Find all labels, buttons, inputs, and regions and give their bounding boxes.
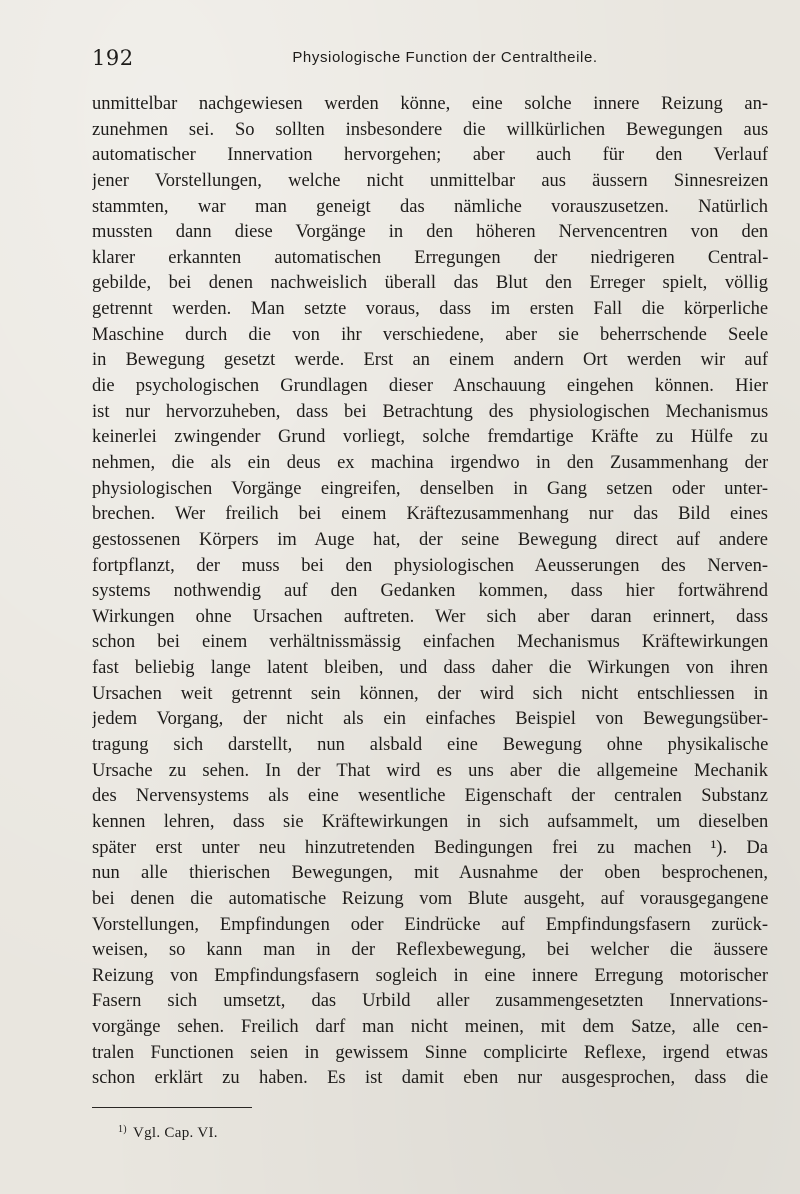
text-line: fast beliebig lange latent bleiben, und dass daher die Wirkungen von ihren [92, 658, 768, 679]
text-line: die psychologischen Grundlagen dieser Anschauung eingehen können. Hier [92, 376, 768, 397]
text-line: mussten dann diese Vorgänge in den höheren Nervencentren von den [92, 222, 768, 243]
text-line: Ursache zu sehen. In der That wird es uns aber die allgemeine Mechanik [92, 760, 768, 781]
text-line: zunehmen sei. So sollten insbesondere die willkürlichen Bewegungen aus [92, 119, 768, 140]
text-line: klarer erkannten automatischen Erregungen der niedrigeren Central- [92, 247, 768, 268]
text-line: physiologischen Vorgänge eingreifen, denselben in Gang setzen oder unter- [92, 478, 768, 499]
text-line: getrennt werden. Man setzte voraus, dass im ersten Fall die körperliche [92, 299, 768, 320]
text-line: nun alle thierischen Bewegungen, mit Ausnahme der oben besprochenen, [92, 863, 768, 884]
text-line: tralen Functionen seien in gewissem Sinne complicirte Reflexe, irgend etwas [92, 1042, 768, 1063]
footnote-text: Vgl. Cap. VI. [132, 1125, 218, 1141]
text-line: jedem Vorgang, der nicht als ein einfaches Beispiel von Bewegungsüber- [92, 709, 768, 730]
text-line: Maschine durch die von ihr verschiedene, aber sie beherrschende Seele [92, 324, 768, 345]
text-line: Reizung von Empfindungsfasern sogleich in eine innere Erregung motorischer [92, 965, 768, 986]
text-line: später erst unter neu hinzutretenden Bedingungen frei zu machen ¹). Da [92, 837, 768, 858]
text-line: gebilde, bei denen nachweislich überall das Blut den Erreger spielt, völlig [92, 273, 768, 294]
text-line: Fasern sich umsetzt, das Urbild aller zusammengesetzten Innervations- [92, 991, 768, 1012]
text-line: automatischer Innervation hervorgehen; aber auch für den Verlauf [92, 145, 768, 166]
running-title: Physiologische Function der Centraltheile. [292, 49, 598, 66]
footnote-marker: 1) [118, 1124, 127, 1135]
text-line: weisen, so kann man in der Reflexbewegung, bei welcher die äussere [92, 940, 768, 961]
text-line: stammten, war man geneigt das nämliche vorauszusetzen. Natürlich [92, 196, 768, 217]
text-line: tragung sich darstellt, nun alsbald eine Bewegung ohne physikalische [92, 735, 768, 756]
text-line: gestossenen Körpers im Auge hat, der seine Bewegung direct auf andere [92, 529, 768, 550]
text-line: des Nervensystems als eine wesentliche Eigenschaft der centralen Substanz [92, 786, 768, 807]
page-number: 192 [92, 46, 134, 70]
footnote [118, 1124, 218, 1142]
text-line: Vorstellungen, Empfindungen oder Eindrücke auf Empfindungsfasern zurück- [92, 914, 768, 935]
text-line: unmittelbar nachgewiesen werden könne, eine solche innere Reizung an- [92, 94, 768, 114]
text-line: schon erklärt zu haben. Es ist damit eben nur ausgesprochen, dass die [92, 1068, 768, 1089]
body-text [92, 92, 768, 1092]
text-line: fortpflanzt, der muss bei den physiologischen Aeusserungen des Nerven- [92, 555, 768, 576]
text-line: in Bewegung gesetzt werde. Erst an einem andern Ort werden wir auf [92, 350, 768, 371]
text-line: Ursachen weit getrennt sein können, der wird sich nicht entschliessen in [92, 683, 768, 704]
text-line: brechen. Wer freilich bei einem Kräftezusammenhang nur das Bild eines [92, 504, 768, 525]
text-line: bei denen die automatische Reizung vom Blute ausgeht, auf vorausgegangene [92, 888, 768, 909]
text-line: nehmen, die als ein deus ex machina irgendwo in den Zusammenhang der [92, 452, 768, 473]
footnote-separator [92, 1107, 252, 1108]
text-line: kennen lehren, dass sie Kräftewirkungen in sich aufsammelt, um dieselben [92, 811, 768, 832]
text-line: ist nur hervorzuheben, dass bei Betrachtung des physiologischen Mechanismus [92, 401, 768, 422]
page-header [92, 46, 768, 74]
text-line: systems nothwendig auf den Gedanken kommen, dass hier fortwährend [92, 581, 768, 602]
text-line: keinerlei zwingender Grund vorliegt, solche fremdartige Kräfte zu Hülfe zu [92, 427, 768, 448]
text-line: schon bei einem verhältnissmässig einfachen Mechanismus Kräftewirkungen [92, 632, 768, 653]
text-line: jener Vorstellungen, welche nicht unmittelbar aus äussern Sinnesreizen [92, 170, 768, 191]
text-line: Wirkungen ohne Ursachen auftreten. Wer sich aber daran erinnert, dass [92, 606, 768, 627]
text-line: vorgänge sehen. Freilich darf man nicht meinen, mit dem Satze, alle cen- [92, 1017, 768, 1038]
